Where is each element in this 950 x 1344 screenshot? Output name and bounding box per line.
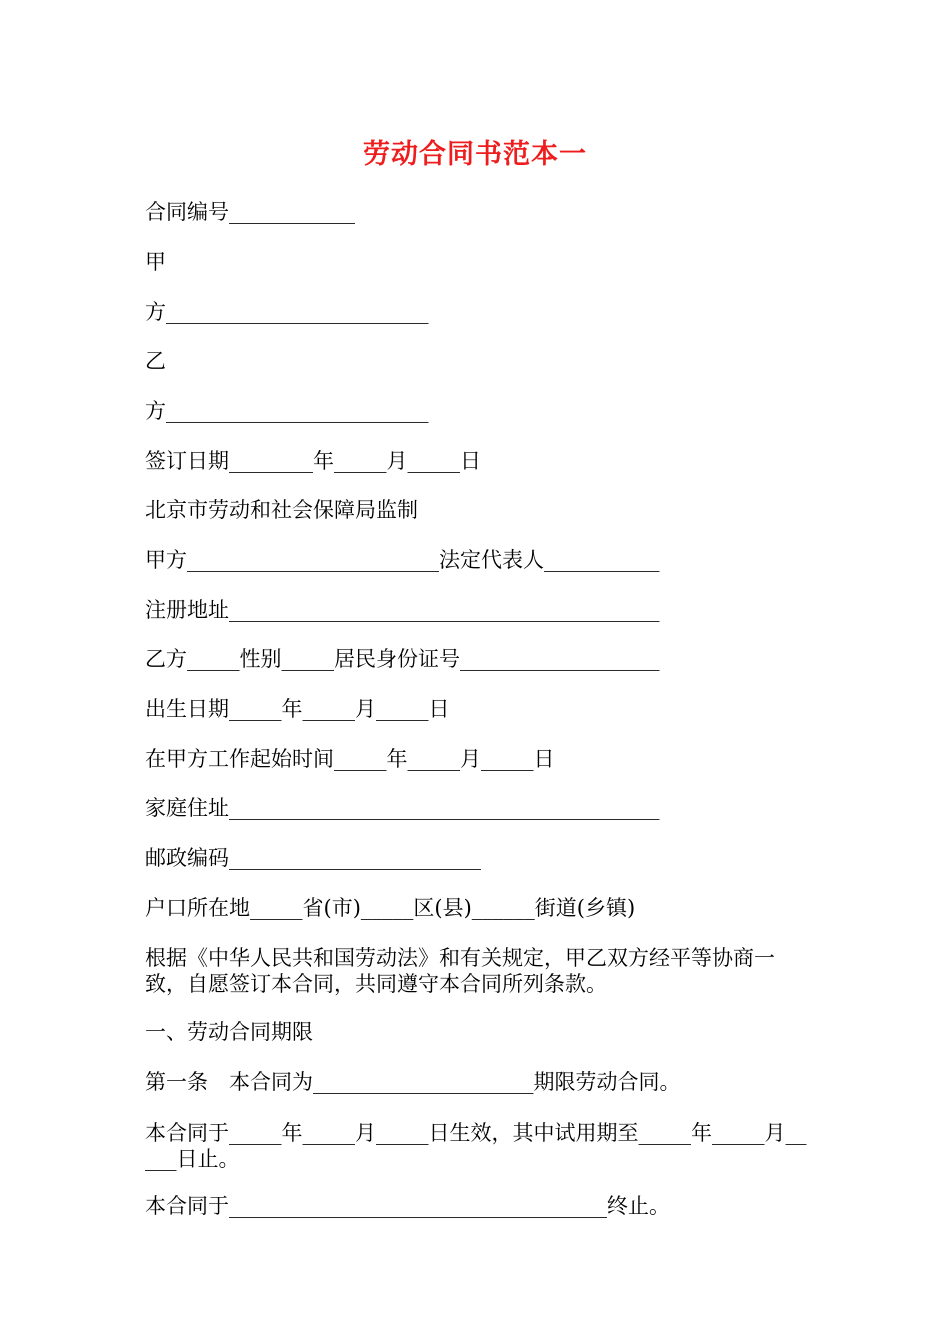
home-address-line: 家庭住址_________________________________________ [145, 796, 660, 820]
work-start-line: 在甲方工作起始时间_____年_____月_____日 [145, 747, 555, 771]
supervisor-line: 北京市劳动和社会保障局监制 [145, 498, 418, 522]
effective-paragraph: 本合同于_____年_____月_____日生效，其中试用期至_____年_____月_____日止。 [145, 1121, 807, 1171]
party-a-blank-line: 方_________________________ [145, 300, 429, 324]
birth-date-line: 出生日期_____年_____月_____日 [145, 697, 450, 721]
household-registration-line: 户口所在地_____省(市)_____区(县)______街道(乡镇) [145, 896, 636, 920]
party-a-label-line: 甲 [145, 250, 166, 274]
registered-address-line: 注册地址_________________________________________ [145, 598, 660, 622]
party-a-representative-line: 甲方________________________法定代表人___________ [145, 548, 660, 572]
party-b-blank-line: 方_________________________ [145, 399, 429, 423]
termination-line: 本合同于____________________________________终止。 [145, 1194, 670, 1218]
signing-date-line: 签订日期________年_____月_____日 [145, 449, 481, 473]
party-b-id-line: 乙方_____性别_____居民身份证号___________________ [145, 647, 660, 671]
party-b-label-line: 乙 [145, 349, 166, 373]
section-1-heading: 一、劳动合同期限 [145, 1020, 313, 1044]
intro-paragraph: 根据《中华人民共和国劳动法》和有关规定，甲乙双方经平等协商一致，自愿签订本合同，共同遵守本合同所列条款。 [145, 946, 775, 996]
document-title: 劳动合同书范本一 [363, 139, 587, 170]
postal-code-line: 邮政编码________________________ [145, 846, 481, 870]
article-1-line: 第一条 本合同为_____________________期限劳动合同。 [145, 1070, 681, 1094]
contract-number-line: 合同编号____________ [145, 200, 355, 224]
